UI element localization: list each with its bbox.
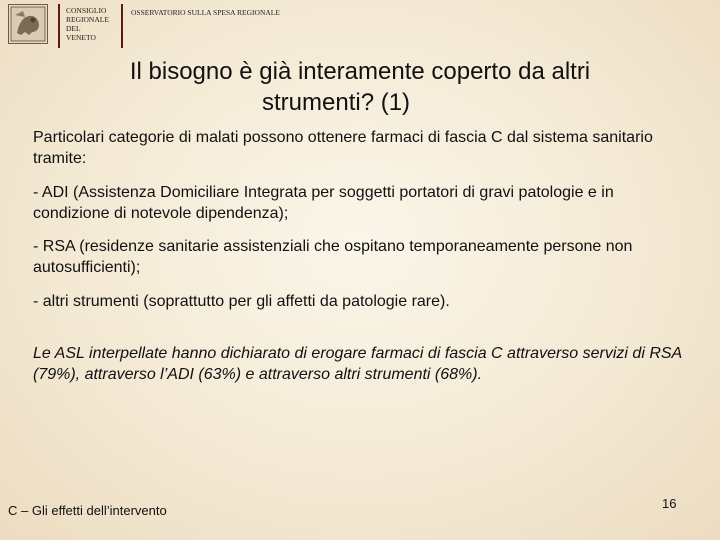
bullet-item: - ADI (Assistenza Domiciliare Integrata per soggetti portatori di gravi patologie e in condizione di notevole dipendenza); xyxy=(33,184,614,222)
title-line-1: Il bisogno è già interamente coperto da altri xyxy=(129,58,591,85)
header-divider-right xyxy=(121,4,123,48)
note-paragraph: Le ASL interpellate hanno dichiarato di erogare farmaci di fascia C attraverso servizi di RSA (79%), attraverso l’ADI (63%) e attraverso altri strumenti (68%). xyxy=(33,345,682,383)
lion-emblem-icon xyxy=(9,5,47,43)
header-divider-left xyxy=(58,4,60,48)
regional-council-logo xyxy=(8,4,48,44)
bullet-item: - RSA (residenze sanitarie assistenziali che ospitano temporaneamente persone non autosufficienti); xyxy=(33,238,633,276)
bullet-item: - altri strumenti (soprattutto per gli affetti da patologie rare). xyxy=(33,293,450,310)
organization-name xyxy=(66,6,120,42)
org-line: VENETO xyxy=(66,33,96,42)
org-line: REGIONALE xyxy=(66,15,109,24)
org-line: CONSIGLIO xyxy=(66,6,107,15)
title-line-2: strumenti? (1) xyxy=(262,89,411,116)
footer-section-label: C – Gli effetti dell’intervento xyxy=(8,503,167,518)
page-number: 16 xyxy=(662,496,677,511)
observatory-label: OSSERVATORIO SULLA SPESA REGIONALE xyxy=(131,8,280,17)
slide-title xyxy=(40,56,680,118)
org-line: DEL xyxy=(66,24,81,33)
intro-paragraph: Particolari categorie di malati possono ottenere farmaci di fascia C dal sistema sanitario tramite: xyxy=(33,129,653,167)
